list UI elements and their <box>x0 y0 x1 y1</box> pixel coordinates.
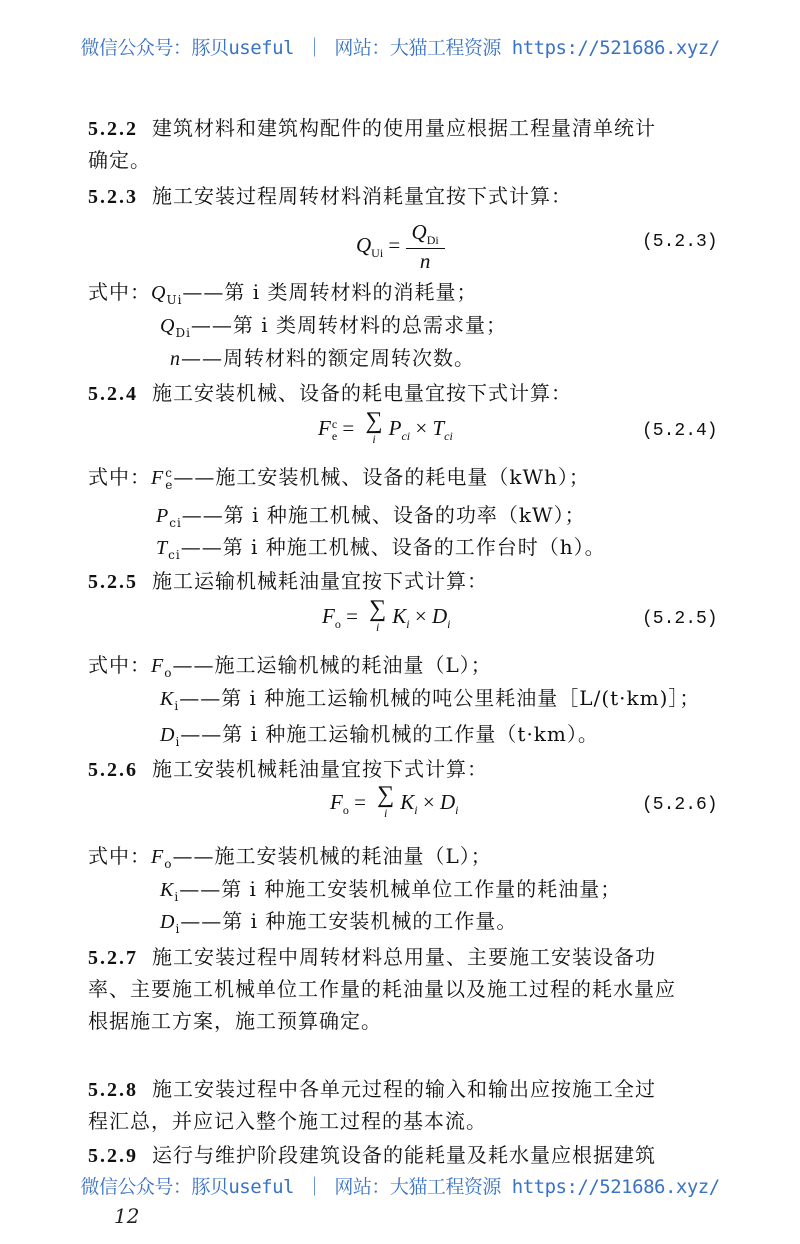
where-label: 式中： <box>88 844 151 868</box>
clause-text-cont: 程汇总，并应记入整个施工过程的基本流。 <box>88 1109 487 1133</box>
sum-symbol: ∑ <box>369 596 387 622</box>
formula-symbol: F <box>322 603 335 628</box>
formula-5-2-6 <box>330 782 459 822</box>
formula-symbol: Q <box>411 220 427 244</box>
where-line <box>156 502 586 536</box>
definition: ——第 i 种施工安装机械的工作量。 <box>180 909 518 933</box>
formula-subscript: i <box>174 890 180 904</box>
formula-superscript: c <box>165 465 173 480</box>
formula-symbol: K <box>160 688 175 710</box>
formula-symbol: D <box>439 789 456 814</box>
clause-text: 施工安装机械、设备的耗电量宜按下式计算： <box>152 381 572 405</box>
clause-number: 5.2.7 <box>88 947 138 969</box>
clause-5-2-9 <box>88 1142 656 1169</box>
clause-number: 5.2.8 <box>88 1079 138 1101</box>
formula-times: × <box>414 603 427 628</box>
formula-symbol: F <box>151 846 165 868</box>
where-line <box>160 908 517 942</box>
summation <box>369 596 387 636</box>
clause-text: 施工安装过程周转材料消耗量宜按下式计算： <box>152 184 572 208</box>
formula-subscript: Di <box>426 233 439 248</box>
clause-text: 施工安装过程中周转材料总用量、主要施工安装设备功 <box>152 945 656 969</box>
formula-5-2-5 <box>322 596 451 636</box>
formula-symbol: F <box>151 467 165 489</box>
formula-subscript: i <box>455 803 459 817</box>
formula-equals: = <box>388 232 401 257</box>
formula-symbol: T <box>432 415 445 440</box>
formula-symbol: K <box>160 879 175 901</box>
watermark-header: 微信公众号：豚贝useful ｜ 网站：大猫工程资源 https://521686.xyz/ <box>80 37 720 59</box>
where-line <box>160 876 621 910</box>
definition: ——周转材料的额定周转次数。 <box>181 346 475 370</box>
formula-subscript: i <box>175 922 181 936</box>
formula-superscript: c <box>331 417 338 431</box>
formula-subscript: i <box>447 617 451 631</box>
definition: ——第 i 类周转材料的总需求量； <box>190 313 508 337</box>
formula-symbol: F <box>318 415 331 440</box>
formula-symbol: P <box>388 415 402 440</box>
page-number: 12 <box>114 1204 140 1228</box>
clause-5-2-7 <box>88 944 656 971</box>
formula-subscript: ci <box>168 548 181 562</box>
sum-index: i <box>384 806 388 820</box>
clause-text-cont: 根据施工方案，施工预算确定。 <box>88 1009 382 1033</box>
where-label: 式中： <box>88 653 151 677</box>
formula-subscript: ci <box>444 429 453 443</box>
clause-text-cont: 确定。 <box>88 148 151 172</box>
clause-5-2-2 <box>88 115 656 142</box>
definition: ——第 i 种施工机械、设备的功率（kW）； <box>181 503 586 527</box>
clause-text-cont: 率、主要施工机械单位工作量的耗油量以及施工过程的耗水量应 <box>88 977 676 1001</box>
summation <box>365 408 383 448</box>
formula-symbol: D <box>160 911 176 933</box>
formula-scripts <box>332 418 337 442</box>
clause-text: 施工安装机械耗油量宜按下式计算： <box>152 757 488 781</box>
formula-subscript: o <box>164 857 173 871</box>
formula-subscript: o <box>334 617 341 631</box>
clause-text: 施工安装过程中各单元过程的输入和输出应按施工全过 <box>152 1077 656 1101</box>
definition: ——施工安装机械、设备的耗电量（kWh）； <box>173 465 590 489</box>
definition: ——第 i 种施工安装机械单位工作量的耗油量； <box>179 877 622 901</box>
formula-subscript: i <box>406 617 410 631</box>
where-line <box>88 843 492 877</box>
definition: ——施工安装机械的耗油量（L）； <box>172 844 492 868</box>
formula-symbol: n <box>170 348 181 370</box>
clause-number: 5.2.2 <box>88 118 138 140</box>
definition: ——施工运输机械的耗油量（L）； <box>172 653 492 677</box>
equation-number: (5.2.5) <box>642 609 718 629</box>
clause-number: 5.2.3 <box>88 186 138 208</box>
sum-symbol: ∑ <box>377 782 395 808</box>
formula-symbol: K <box>392 603 407 628</box>
formula-symbol: Q <box>151 282 167 304</box>
formula-subscript: i <box>175 735 181 749</box>
clause-number: 5.2.4 <box>88 383 138 405</box>
formula-subscript: i <box>414 803 418 817</box>
formula-symbol: T <box>156 537 169 559</box>
where-line <box>88 652 492 686</box>
formula-equals: = <box>354 789 366 814</box>
definition: ——第 i 类周转材料的消耗量； <box>182 280 478 304</box>
where-label: 式中： <box>88 465 151 489</box>
clause-5-2-5 <box>88 568 488 595</box>
where-line <box>156 534 606 568</box>
clause-number: 5.2.6 <box>88 759 138 781</box>
formula-subscript: o <box>342 803 349 817</box>
where-line <box>88 279 478 313</box>
where-label: 式中： <box>88 280 151 304</box>
clause-text: 施工运输机械耗油量宜按下式计算： <box>152 569 488 593</box>
formula-subscript: o <box>164 666 173 680</box>
watermark-footer: 微信公众号：豚贝useful ｜ 网站：大猫工程资源 https://521686.xyz/ <box>80 1176 720 1198</box>
formula-symbol: D <box>160 724 176 746</box>
formula-symbol: Q <box>356 232 372 257</box>
clause-5-2-6 <box>88 756 488 783</box>
formula-subscript: Ui <box>166 293 183 307</box>
where-line <box>88 464 590 491</box>
formula-symbol: D <box>431 603 448 628</box>
equation-number: (5.2.6) <box>642 795 718 815</box>
sum-symbol: ∑ <box>365 408 383 434</box>
sum-index: i <box>376 620 380 634</box>
clause-5-2-8 <box>88 1076 656 1103</box>
equation-number: (5.2.3) <box>642 232 718 252</box>
summation <box>377 782 395 822</box>
where-line <box>160 721 599 755</box>
clause-text: 建筑材料和建筑构配件的使用量应根据工程量清单统计 <box>152 116 656 140</box>
formula-symbol: Q <box>160 315 176 337</box>
clause-number: 5.2.9 <box>88 1145 138 1167</box>
clause-5-2-4 <box>88 380 572 407</box>
formula-subscript: Ui <box>371 246 384 261</box>
formula-subscript: i <box>174 699 180 713</box>
formula-subscript: ci <box>401 429 411 443</box>
formula-symbol: F <box>330 789 343 814</box>
formula-symbol: K <box>400 789 415 814</box>
where-line <box>170 345 475 372</box>
denominator: n <box>419 249 431 274</box>
definition: ——第 i 种施工运输机械的工作量（t·km）。 <box>180 722 599 746</box>
formula-times: × <box>415 415 428 440</box>
where-line <box>160 312 507 346</box>
formula-symbol: P <box>156 505 170 527</box>
formula-equals: = <box>346 603 358 628</box>
clause-number: 5.2.5 <box>88 571 138 593</box>
equation-number: (5.2.4) <box>642 421 718 441</box>
formula-subscript: Di <box>175 326 191 340</box>
formula-times: × <box>422 789 435 814</box>
formula-subscript: e <box>165 477 174 492</box>
where-line <box>160 685 700 719</box>
formula-subscript: ci <box>169 516 182 530</box>
formula-equals: = <box>342 415 355 440</box>
definition: ——第 i 种施工机械、设备的工作台时（h）。 <box>180 535 606 559</box>
numerator <box>406 220 445 249</box>
sum-index: i <box>372 432 376 446</box>
clause-5-2-3 <box>88 183 572 210</box>
clause-text: 运行与维护阶段建筑设备的能耗量及耗水量应根据建筑 <box>152 1143 656 1167</box>
fraction <box>406 220 445 274</box>
formula-symbol: F <box>151 655 165 677</box>
definition: ——第 i 种施工运输机械的吨公里耗油量［L/(t·km)］； <box>179 686 701 710</box>
formula-5-2-3 <box>356 220 445 274</box>
formula-subscript: e <box>331 429 338 443</box>
formula-5-2-4 <box>318 408 453 448</box>
